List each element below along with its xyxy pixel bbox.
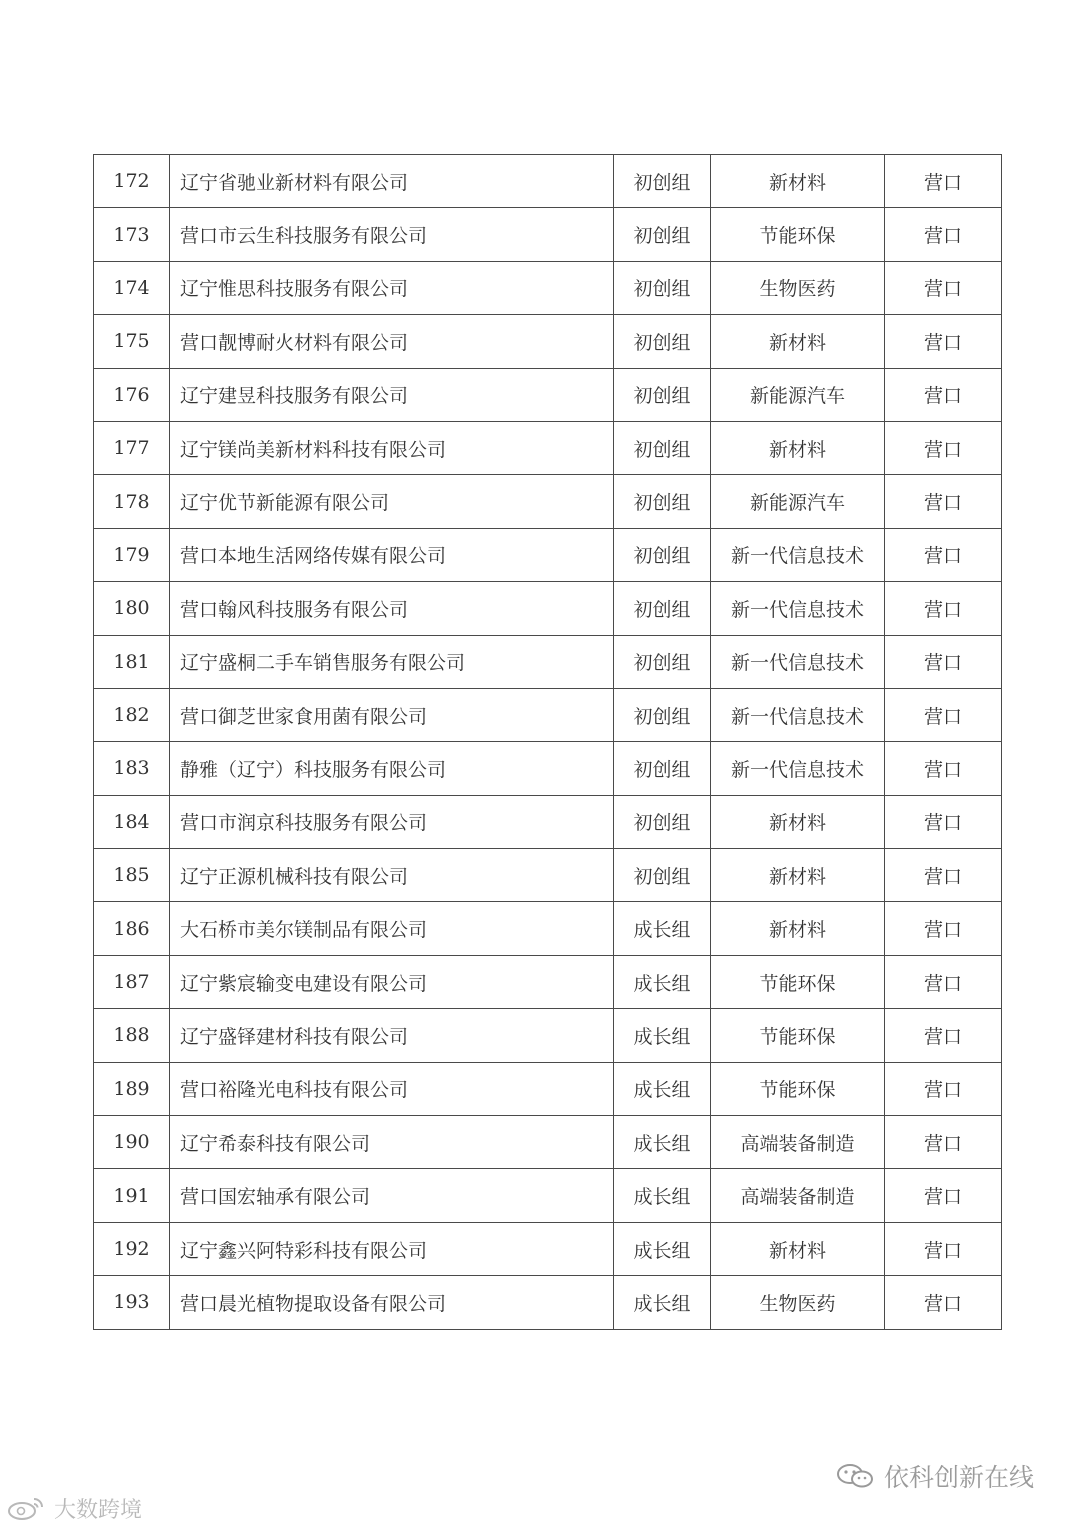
industry-field: 新一代信息技术 <box>711 742 885 795</box>
wechat-icon <box>836 1463 876 1489</box>
row-number: 193 <box>94 1276 170 1329</box>
company-name: 营口裕隆光电科技有限公司 <box>170 1062 614 1115</box>
table-row <box>94 955 1002 1008</box>
city-name: 营口 <box>885 1062 1002 1115</box>
company-name: 营口市云生科技服务有限公司 <box>170 208 614 261</box>
weibo-watermark <box>6 1493 142 1523</box>
group-category: 初创组 <box>614 155 711 208</box>
group-category: 成长组 <box>614 1062 711 1115</box>
industry-field: 新材料 <box>711 795 885 848</box>
company-name: 辽宁盛桐二手车销售服务有限公司 <box>170 635 614 688</box>
city-name: 营口 <box>885 795 1002 848</box>
table-row <box>94 1062 1002 1115</box>
group-category: 初创组 <box>614 315 711 368</box>
city-name: 营口 <box>885 1169 1002 1222</box>
table-row <box>94 155 1002 208</box>
row-number: 182 <box>94 688 170 741</box>
table-row <box>94 368 1002 421</box>
company-name: 营口靓博耐火材料有限公司 <box>170 315 614 368</box>
industry-field: 生物医药 <box>711 1276 885 1329</box>
table-row <box>94 475 1002 528</box>
wechat-account-name: 依科创新在线 <box>884 1463 1035 1492</box>
city-name: 营口 <box>885 902 1002 955</box>
group-category: 初创组 <box>614 261 711 314</box>
table-row <box>94 795 1002 848</box>
group-category: 初创组 <box>614 742 711 795</box>
row-number: 176 <box>94 368 170 421</box>
group-category: 初创组 <box>614 849 711 902</box>
table-row <box>94 688 1002 741</box>
company-name: 营口本地生活网络传媒有限公司 <box>170 528 614 581</box>
row-number: 177 <box>94 421 170 474</box>
group-category: 初创组 <box>614 368 711 421</box>
row-number: 175 <box>94 315 170 368</box>
city-name: 营口 <box>885 315 1002 368</box>
table-row <box>94 208 1002 261</box>
table-row <box>94 261 1002 314</box>
company-name: 辽宁紫宸输变电建设有限公司 <box>170 955 614 1008</box>
group-category: 成长组 <box>614 1222 711 1275</box>
group-category: 成长组 <box>614 1169 711 1222</box>
row-number: 180 <box>94 582 170 635</box>
industry-field: 高端装备制造 <box>711 1116 885 1169</box>
industry-field: 生物医药 <box>711 261 885 314</box>
group-category: 成长组 <box>614 1276 711 1329</box>
industry-field: 新一代信息技术 <box>711 688 885 741</box>
company-name: 辽宁鑫兴阿特彩科技有限公司 <box>170 1222 614 1275</box>
row-number: 172 <box>94 155 170 208</box>
company-name: 辽宁惟思科技服务有限公司 <box>170 261 614 314</box>
company-name: 辽宁正源机械科技有限公司 <box>170 849 614 902</box>
weibo-account-name: 大数跨境 <box>54 1497 143 1523</box>
group-category: 初创组 <box>614 421 711 474</box>
row-number: 183 <box>94 742 170 795</box>
industry-field: 新一代信息技术 <box>711 635 885 688</box>
city-name: 营口 <box>885 849 1002 902</box>
group-category: 初创组 <box>614 635 711 688</box>
table-row <box>94 635 1002 688</box>
group-category: 成长组 <box>614 1009 711 1062</box>
row-number: 179 <box>94 528 170 581</box>
city-name: 营口 <box>885 1116 1002 1169</box>
company-name: 大石桥市美尔镁制品有限公司 <box>170 902 614 955</box>
table-row <box>94 849 1002 902</box>
row-number: 190 <box>94 1116 170 1169</box>
company-name: 营口晨光植物提取设备有限公司 <box>170 1276 614 1329</box>
table-row <box>94 528 1002 581</box>
city-name: 营口 <box>885 742 1002 795</box>
group-category: 初创组 <box>614 528 711 581</box>
company-name: 营口御芝世家食用菌有限公司 <box>170 688 614 741</box>
row-number: 192 <box>94 1222 170 1275</box>
table-row <box>94 315 1002 368</box>
company-name: 辽宁优节新能源有限公司 <box>170 475 614 528</box>
row-number: 181 <box>94 635 170 688</box>
company-name: 辽宁省驰业新材料有限公司 <box>170 155 614 208</box>
row-number: 173 <box>94 208 170 261</box>
table-row <box>94 421 1002 474</box>
city-name: 营口 <box>885 1009 1002 1062</box>
industry-field: 节能环保 <box>711 955 885 1008</box>
industry-field: 新一代信息技术 <box>711 528 885 581</box>
table-row <box>94 1116 1002 1169</box>
group-category: 初创组 <box>614 688 711 741</box>
table-row <box>94 1276 1002 1329</box>
industry-field: 新材料 <box>711 849 885 902</box>
group-category: 成长组 <box>614 1116 711 1169</box>
city-name: 营口 <box>885 1222 1002 1275</box>
company-name: 营口翰风科技服务有限公司 <box>170 582 614 635</box>
industry-field: 新能源汽车 <box>711 475 885 528</box>
row-number: 178 <box>94 475 170 528</box>
industry-field: 新材料 <box>711 421 885 474</box>
city-name: 营口 <box>885 688 1002 741</box>
industry-field: 节能环保 <box>711 208 885 261</box>
table-row <box>94 742 1002 795</box>
city-name: 营口 <box>885 1276 1002 1329</box>
row-number: 186 <box>94 902 170 955</box>
company-name: 静雅（辽宁）科技服务有限公司 <box>170 742 614 795</box>
industry-field: 节能环保 <box>711 1009 885 1062</box>
industry-field: 新材料 <box>711 902 885 955</box>
group-category: 初创组 <box>614 208 711 261</box>
weibo-icon <box>6 1495 48 1521</box>
industry-field: 节能环保 <box>711 1062 885 1115</box>
group-category: 成长组 <box>614 902 711 955</box>
industry-field: 新材料 <box>711 155 885 208</box>
company-name: 营口国宏轴承有限公司 <box>170 1169 614 1222</box>
row-number: 187 <box>94 955 170 1008</box>
city-name: 营口 <box>885 955 1002 1008</box>
group-category: 初创组 <box>614 582 711 635</box>
table-row <box>94 1169 1002 1222</box>
row-number: 188 <box>94 1009 170 1062</box>
company-name: 辽宁建昱科技服务有限公司 <box>170 368 614 421</box>
city-name: 营口 <box>885 261 1002 314</box>
city-name: 营口 <box>885 208 1002 261</box>
table-row <box>94 1222 1002 1275</box>
industry-field: 新能源汽车 <box>711 368 885 421</box>
group-category: 初创组 <box>614 475 711 528</box>
row-number: 184 <box>94 795 170 848</box>
city-name: 营口 <box>885 635 1002 688</box>
table-row <box>94 1009 1002 1062</box>
city-name: 营口 <box>885 155 1002 208</box>
city-name: 营口 <box>885 475 1002 528</box>
company-name: 辽宁盛铎建材科技有限公司 <box>170 1009 614 1062</box>
table-row <box>94 582 1002 635</box>
company-name: 营口市润京科技服务有限公司 <box>170 795 614 848</box>
table-row <box>94 902 1002 955</box>
city-name: 营口 <box>885 368 1002 421</box>
city-name: 营口 <box>885 582 1002 635</box>
city-name: 营口 <box>885 421 1002 474</box>
row-number: 189 <box>94 1062 170 1115</box>
row-number: 174 <box>94 261 170 314</box>
wechat-watermark <box>836 1462 1034 1490</box>
row-number: 185 <box>94 849 170 902</box>
industry-field: 新材料 <box>711 315 885 368</box>
group-category: 成长组 <box>614 955 711 1008</box>
city-name: 营口 <box>885 528 1002 581</box>
industry-field: 高端装备制造 <box>711 1169 885 1222</box>
group-category: 初创组 <box>614 795 711 848</box>
company-name: 辽宁希泰科技有限公司 <box>170 1116 614 1169</box>
row-number: 191 <box>94 1169 170 1222</box>
industry-field: 新材料 <box>711 1222 885 1275</box>
industry-field: 新一代信息技术 <box>711 582 885 635</box>
company-name: 辽宁镁尚美新材料科技有限公司 <box>170 421 614 474</box>
company-list-table <box>93 154 1002 1330</box>
